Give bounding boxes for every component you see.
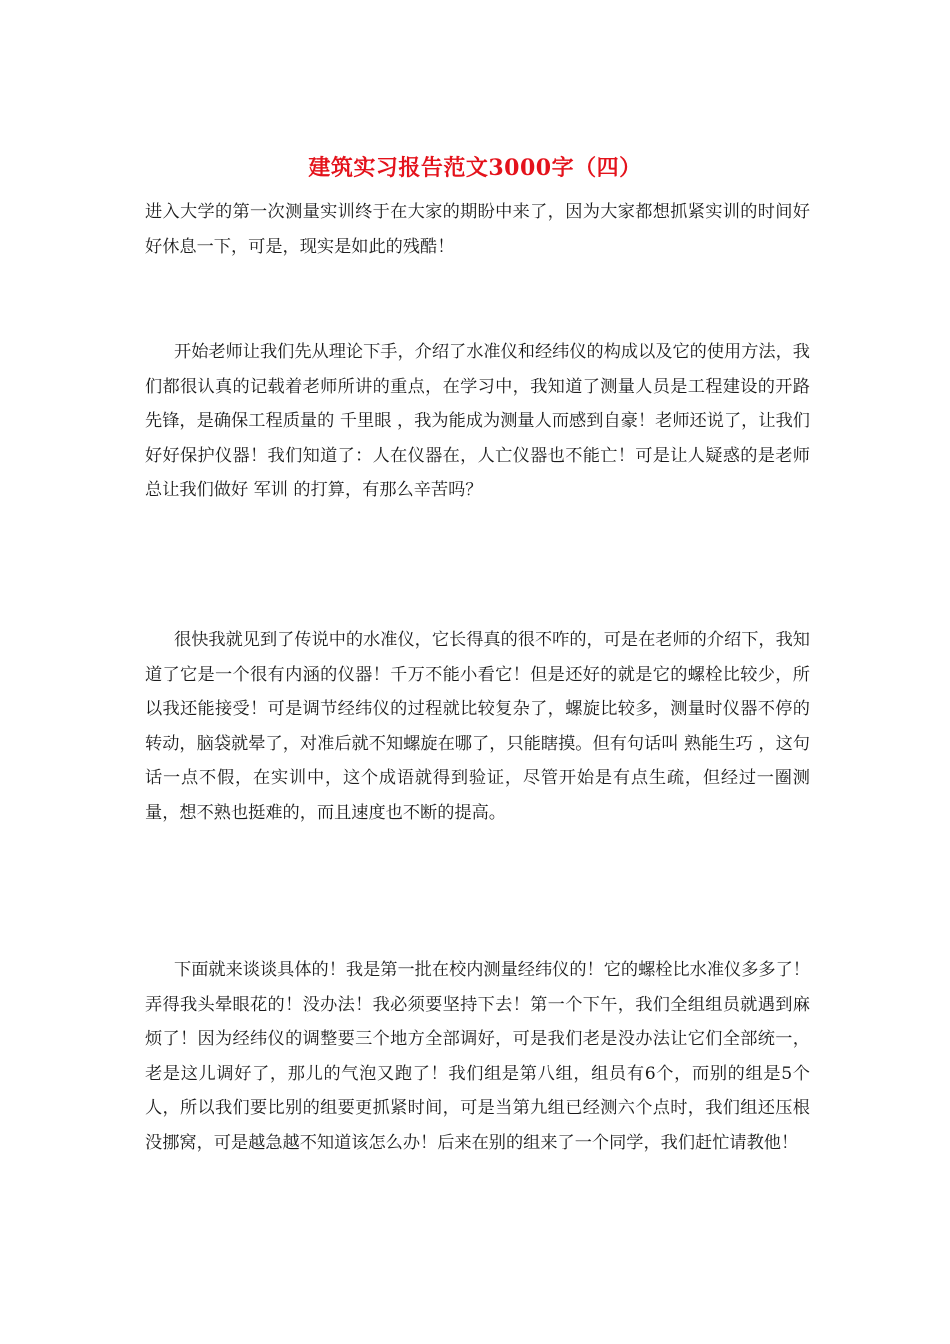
paragraph-intro: 进入大学的第一次测量实训终于在大家的期盼中来了，因为大家都想抓紧实训的时间好好休息一下，可是，现实是如此的残酷！: [145, 202, 810, 257]
paragraph-theodolite-practice: 下面就来谈谈具体的！我是第一批在校内测量经纬仪的！它的螺栓比水准仪多多了！弄得我头晕眼花的！没办法！我必须要坚持下去！第一个下午，我们全组组员就遇到麻烦了！因为经纬仪的调整要三个地方全部调好，可是我们老是没办法让它们全部统一，老是这儿调好了，那儿的气泡又跑了！我们组是第八组，组员有6个，而别的组是5个人，所以我们要比别的组要更抓紧时间，可是当第九组已经测六个点时，我们组还压根没挪窝，可是越急越不知道该怎么办！后来在别的组来了一个同学，我们赶忙请教他！: [145, 960, 810, 1153]
document-title: 建筑实习报告范文3000字（四）: [308, 155, 642, 181]
paragraph-level-instrument: 很快我就见到了传说中的水准仪，它长得真的很不咋的，可是在老师的介绍下，我知道了它是一个很有内涵的仪器！千万不能小看它！但是还好的就是它的螺栓比较少，所以我还能接受！可是调节经纬仪的过程就比较复杂了，螺旋比较多，测量时仪器不停的转动，脑袋就晕了，对准后就不知螺旋在哪了，只能瞎摸。但有句话叫 熟能生巧 ，这句话一点不假，在实训中，这个成语就得到验证，尽管开始是有点生疏，但经过一圈测量，想不熟也挺难的，而且速度也不断的提高。: [145, 630, 810, 823]
paragraph-theory: 开始老师让我们先从理论下手，介绍了水准仪和经纬仪的构成以及它的使用方法，我们都很认真的记载着老师所讲的重点，在学习中，我知道了测量人员是工程建设的开路先锋，是确保工程质量的 千里眼 ，我为能成为测量人而感到自豪！老师还说了，让我们好好保护仪器！我们知道了：人在仪器在，人亡仪器也不能亡！可是让人疑惑的是老师总让我们做好 军训 的打算，有那么辛苦吗？: [145, 342, 810, 500]
